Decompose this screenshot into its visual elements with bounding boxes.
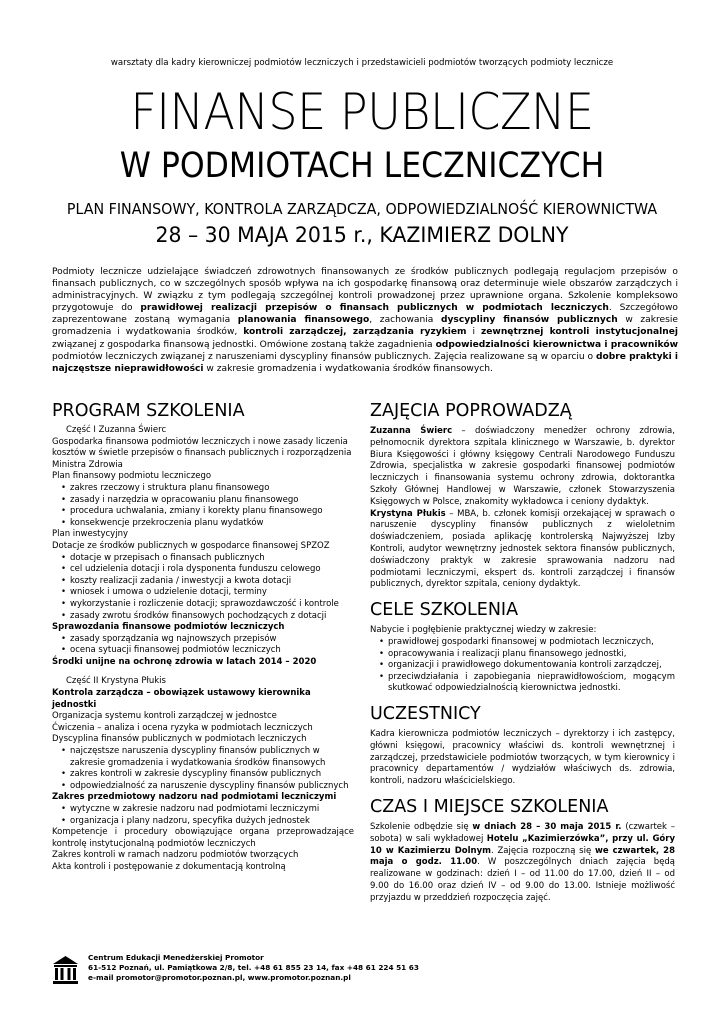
program-heading: PROGRAM SZKOLENIA <box>52 401 245 421</box>
program-line: Kontrola zarządcza – obowiązek ustawowy kierownika jednostki <box>52 688 311 710</box>
program-column <box>52 400 354 874</box>
list-item: • najczęstsze naruszenia dyscypliny finansów publicznych w zakresie gromadzenia i wydatkowania środków finansowych <box>70 746 354 769</box>
list-item: • odpowiedzialność za naruszenie dyscypliny finansów publicznych <box>70 781 354 793</box>
trainer-bio-2: Krystyna Płukis – MBA, b. członek komisji orzekającej w sprawach o naruszenie dyscypliny finansów publicznych z wieloletnim doświadczeniem, posiada aplikację kontrolerską Najwyższej Izby Kontroli, audytor wewnętrzny jednostek sektora finansów publicznych, doświadczony praktyk w zakresie sprawowania nadzoru nad podmiotami leczniczymi, ekspert ds. kontroli zarządczej i finansów publicznych, dyrektor szpitala, ceniony dydaktyk. <box>370 508 675 590</box>
goals-intro: Nabycie i pogłębienie praktycznej wiedzy w zakresie: <box>370 625 597 636</box>
program-line: Dotacje ze środków publicznych w gospodarce finansowej SPZOZ <box>52 540 330 551</box>
program-line: Organizacja systemu kontroli zarządczej w jednostce <box>52 711 277 722</box>
main-title: FINANSE PUBLICZNE <box>130 83 594 141</box>
intro-paragraph: Podmioty lecznicze udzielające świadczeń zdrowotnych finansowanych ze środków publicznych podlegają regulacjom przepisów o finansach publicznych, co w szczególnych sposób wpływa na ich gospodarkę finansową oraz determinuje wiele obszarów zarządczych i administracyjnych. W związku z tym podlegają szczególnej kontroli prowadzonej przez uprawnione organa. Szkolenie kompleksowo przygotowuje do prawidłowej realizacji przepisów o finansach publicznych w podmiotach leczniczych. Szczegółowo zaprezentowane zostaną wymagania planowania finansowego, zachowania dyscypliny finansów publicznych w zakresie gromadzenia i wydatkowania środków, kontroli zarządczej, zarządzania ryzykiem i zewnętrznej kontroli instytucjonalnej związanej z gospodarka finansową jednostki. Omówione zostaną także zagadnienia odpowiedzialności kierownictwa i pracowników podmiotów leczniczych związanej z naruszeniami dyscypliny finansów publicznych. Zajęcia realizowane są w oparciu o dobre praktyki i najczęstsze nieprawidłowości w zakresie gromadzenia i wydatkowania środków finansowych. <box>52 267 679 374</box>
dyscyplina-list <box>52 746 354 792</box>
part1-label: Część I Zuzanna Świerc <box>66 425 167 435</box>
building-columns-icon <box>52 955 79 985</box>
program-line: Zakres kontroli w ramach nadzoru podmiotów tworzących <box>52 850 299 861</box>
list-item: • organizacja i plany nadzoru, specyfika dużych jednostek <box>70 816 354 828</box>
program-line: Ćwiczenia – analiza i ocena ryzyka w podmiotach leczniczych <box>52 722 313 733</box>
goals-heading: CELE SZKOLENIA <box>370 600 519 621</box>
list-item: • zakres kontroli w zakresie dyscypliny finansów publicznych <box>70 769 354 781</box>
list-item: • zasady zwrotu środków finansowych pochodzących z dotacji <box>70 611 354 623</box>
participants-text: Kadra kierownicza podmiotów leczniczych – dyrektorzy i ich zastępcy, główni księgowi, pracownicy właściwi ds. kontroli wewnętrznej i zarządczej, przedstawiciele podmiotów tworzących, w tym kierownicy i pracownicy departamentów / wydziałów właściwych ds. zdrowia, kontroli, nadzoru właścicielskiego. <box>370 728 675 787</box>
footer <box>52 953 492 993</box>
program-line: Zakres przedmiotowy nadzoru nad podmiotami leczniczymi <box>52 792 337 803</box>
part2-label: Część II Krystyna Płukis <box>66 676 166 687</box>
list-item: • dotacje w przepisach o finansach publicznych <box>70 553 354 565</box>
program-line: Plan finansowy podmiotu leczniczego <box>52 471 212 482</box>
dotacje-list <box>52 553 354 623</box>
program-line: Plan inwestycyjny <box>52 529 128 540</box>
nadzor-list <box>52 804 354 827</box>
participants-heading: UCZESTNICY <box>370 703 481 724</box>
time-place-heading: CZAS I MIEJSCE SZKOLENIA <box>370 796 609 817</box>
list-item: • wykorzystanie i rozliczenie dotacji; sprawozdawczość i kontrole <box>70 599 354 611</box>
organizer-name: Centrum Edukacji Menedżerskiej Promotor <box>88 953 264 962</box>
list-item: • zakres rzeczowy i struktura planu finansowego <box>70 483 354 495</box>
topics-line: PLAN FINANSOWY, KONTROLA ZARZĄDCZA, ODPOWIEDZIALNOŚĆ KIEROWNICTWA <box>66 200 658 218</box>
list-item: • organizacji i prawidłowego dokumentowania kontroli zarządczej, <box>388 660 675 672</box>
list-item: • zasady i narzędzia w opracowaniu planu finansowego <box>70 495 354 507</box>
organizer-address: 61-512 Poznań, ul. Pamiątkowa 2/8, tel. +48 61 855 23 14, fax +48 61 224 51 63 <box>88 963 419 972</box>
program-line: Dyscyplina finansów publicznych w podmiotach leczniczych <box>52 734 307 745</box>
organizer-contact[interactable]: e-mail promotor@promotor.poznan.pl, www.promotor.poznan.pl <box>88 973 351 982</box>
list-item: • prawidłowej gospodarki finansowej w podmiotach leczniczych, <box>388 637 675 649</box>
date-location-line: 28 – 30 MAJA 2015 r., KAZIMIERZ DOLNY <box>155 223 569 248</box>
trainers-heading: ZAJĘCIA POPROWADZĄ <box>370 401 572 421</box>
footer-text <box>88 953 419 983</box>
program-line: Akta kontroli i postępowanie z dokumentacją kontrolną <box>52 861 286 872</box>
spraw-list <box>52 634 354 657</box>
list-item: • konsekwencje przekroczenia planu wydatków <box>70 518 354 530</box>
program-line: Środki unijne na ochronę zdrowia w latach 2014 – 2020 <box>52 656 317 667</box>
program-line: Kompetencje i procedury obowiązujące organa przeprowadzające kontrolę instytucjonalną podmiotów leczniczych <box>52 827 354 849</box>
right-column <box>370 400 675 904</box>
list-item: • koszty realizacji zadania / inwestycji a kwota dotacji <box>70 576 354 588</box>
workshop-subtitle: warsztaty dla kadry kierowniczej podmiotów leczniczych i przedstawicieli podmiotów tworzących podmioty lecznicze <box>110 58 614 68</box>
list-item: • ocena sytuacji finansowej podmiotów leczniczych <box>70 645 354 657</box>
program-line: Gospodarka finansowa podmiotów leczniczych i nowe zasady liczenia kosztów w świetle przepisów o finansach publicznych i rozporządzenia Ministra Zdrowia <box>52 436 352 470</box>
time-place-text: Szkolenie odbędzie się w dniach 28 – 30 maja 2015 r. (czwartek – sobota) w sali wykładowej Hotelu „Kazimierzówka”, przy ul. Góry 10 w Kazimierzu Dolnym. Zajęcia rozpoczną się we czwartek, 28 maja o godz. 11.00. W poszczególnych dniach zajęcia będą realizowane w godzinach: dzień I – od 11.00 do 17.00, dzień II – od 9.00 do 16.00 oraz dzień IV – od 9.00 do 13.00. Istnieje możliwość przyjazdu w przeddzień rozpoczęcia zajęć. <box>370 821 675 903</box>
plan-list <box>52 483 354 529</box>
program-line: Sprawozdania finansowe podmiotów leczniczych <box>52 622 285 633</box>
list-item: • cel udzielenia dotacji i rola dysponenta funduszu celowego <box>70 564 354 576</box>
list-item: • opracowywania i realizacji planu finansowego jednostki, <box>388 649 675 661</box>
list-item: • wytyczne w zakresie nadzoru nad podmiotami leczniczymi <box>70 804 354 816</box>
list-item: • procedura uchwalania, zmiany i korekty planu finansowego <box>70 506 354 518</box>
goals-list <box>370 637 675 695</box>
list-item: • zasady sporządzania wg najnowszych przepisów <box>70 634 354 646</box>
trainer-bio-1: Zuzanna Świerc – doświadczony menedżer ochrony zdrowia, pełnomocnik dyrektora szpitala klinicznego w Warszawie, b. dyrektor Biura Księgowości i główny księgowy Centrali Narodowego Funduszu Zdrowia, specjalistka w zakresie gospodarki finansowej podmiotów leczniczych i finansowania systemu ochrony zdrowia, doktorantka Szkoły Głównej Handlowej w Warszawie, członek Stowarzyszenia Księgowych w Polsce, znakomity wykładowca i ceniony dydaktyk. <box>370 426 675 507</box>
list-item: • wniosek i umowa o udzielenie dotacji, terminy <box>70 587 354 599</box>
main-title-line2: W PODMIOTACH LECZNICZYCH <box>119 146 605 186</box>
list-item: • przeciwdziałania i zapobiegania nieprawidłowościom, mogącym skutkować odpowiedzialnością kierownictwa jednostki. <box>388 672 675 695</box>
